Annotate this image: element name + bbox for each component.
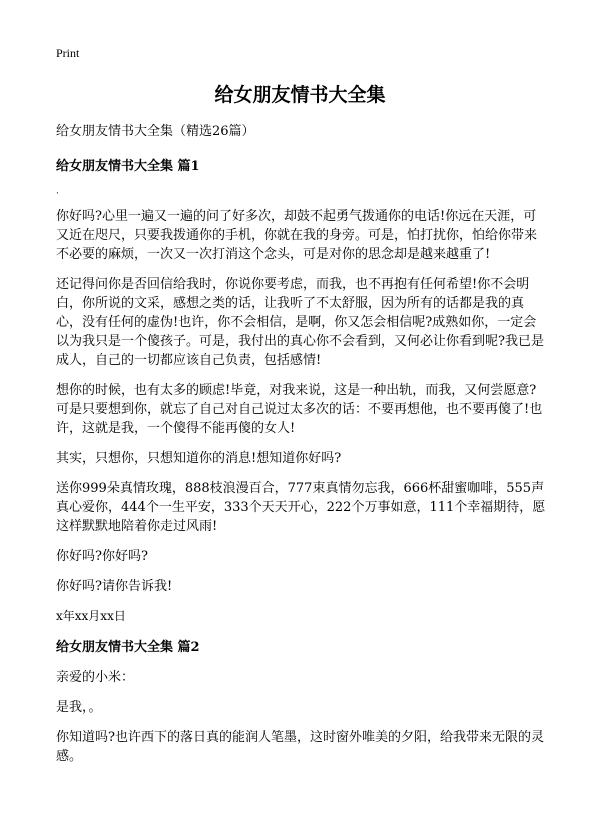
paragraph: 送你999朵真情玫瑰，888枝浪漫百合，777束真情勿忘我，666杯甜蜜咖啡，555声真心爱你，444个一生平安，333个天天开心，222个万事如意，111个幸福期待，愿这样默默地陪着你走过风雨! bbox=[56, 481, 546, 534]
paragraph: 是我，。 bbox=[56, 700, 102, 715]
section-heading-1: 给女朋友情书大全集 篇1 bbox=[56, 159, 200, 174]
section-heading-2: 给女朋友情书大全集 篇2 bbox=[56, 640, 200, 655]
paragraph: 你好吗?你好吗? bbox=[56, 549, 148, 564]
paragraph: 想你的时候，也有太多的顾虑!毕竟，对我来说，这是一种出轨，而我，又何尝愿意?可是只要想到你，就忘了自己对自己说过太多次的话：不要再想他，也不要再傻了!也许，这就是我，一个傻得不能再傻的女人! bbox=[56, 383, 543, 436]
paragraph: 你好吗?请你告诉我! bbox=[56, 579, 173, 594]
document-subtitle: 给女朋友情书大全集（精选26篇） bbox=[56, 124, 255, 139]
document-body bbox=[56, 122, 548, 777]
paragraph: 你知道吗?也许西下的落日真的能润人笔墨，这时窗外唯美的夕阳，给我带来无限的灵感。 bbox=[56, 730, 544, 764]
letter-date: x年xx月xx日 bbox=[56, 609, 126, 623]
paragraph: 其实，只想你，只想知道你的消息!想知道你好吗? bbox=[56, 451, 342, 466]
paragraph: 还记得问你是否回信给我时，你说你要考虑，而我，也不再抱有任何希望!你不会明白，你所说的文采，感想之类的话，让我听了不太舒服，因为所有的话都是我的真心，没有任何的虚伪!也许，你不会相信，是啊，你又怎会相信呢?成熟如你，一定会以为我只是一个傻孩子。可是，我付出的真心你不会看到，又何必让你看到呢?我已是成人，自己的一切都应该自己负责，包括感情! bbox=[56, 277, 544, 368]
paragraph: 亲爱的小米： bbox=[56, 670, 135, 685]
section-marker: · bbox=[56, 189, 59, 199]
paragraph: 你好吗?心里一遍又一遍的问了好多次，却鼓不起勇气拨通你的电话!你远在天涯，可又近在咫尺，只要我拨通你的手机，你就在我的身旁。可是，怕打扰你，怕给你带来不必要的麻烦，一次又一次打消这个念头，可是对你的思念却是越来越重了! bbox=[56, 209, 538, 262]
page-title: 给女朋友情书大全集 bbox=[214, 84, 386, 106]
print-link[interactable]: Print bbox=[56, 46, 80, 60]
